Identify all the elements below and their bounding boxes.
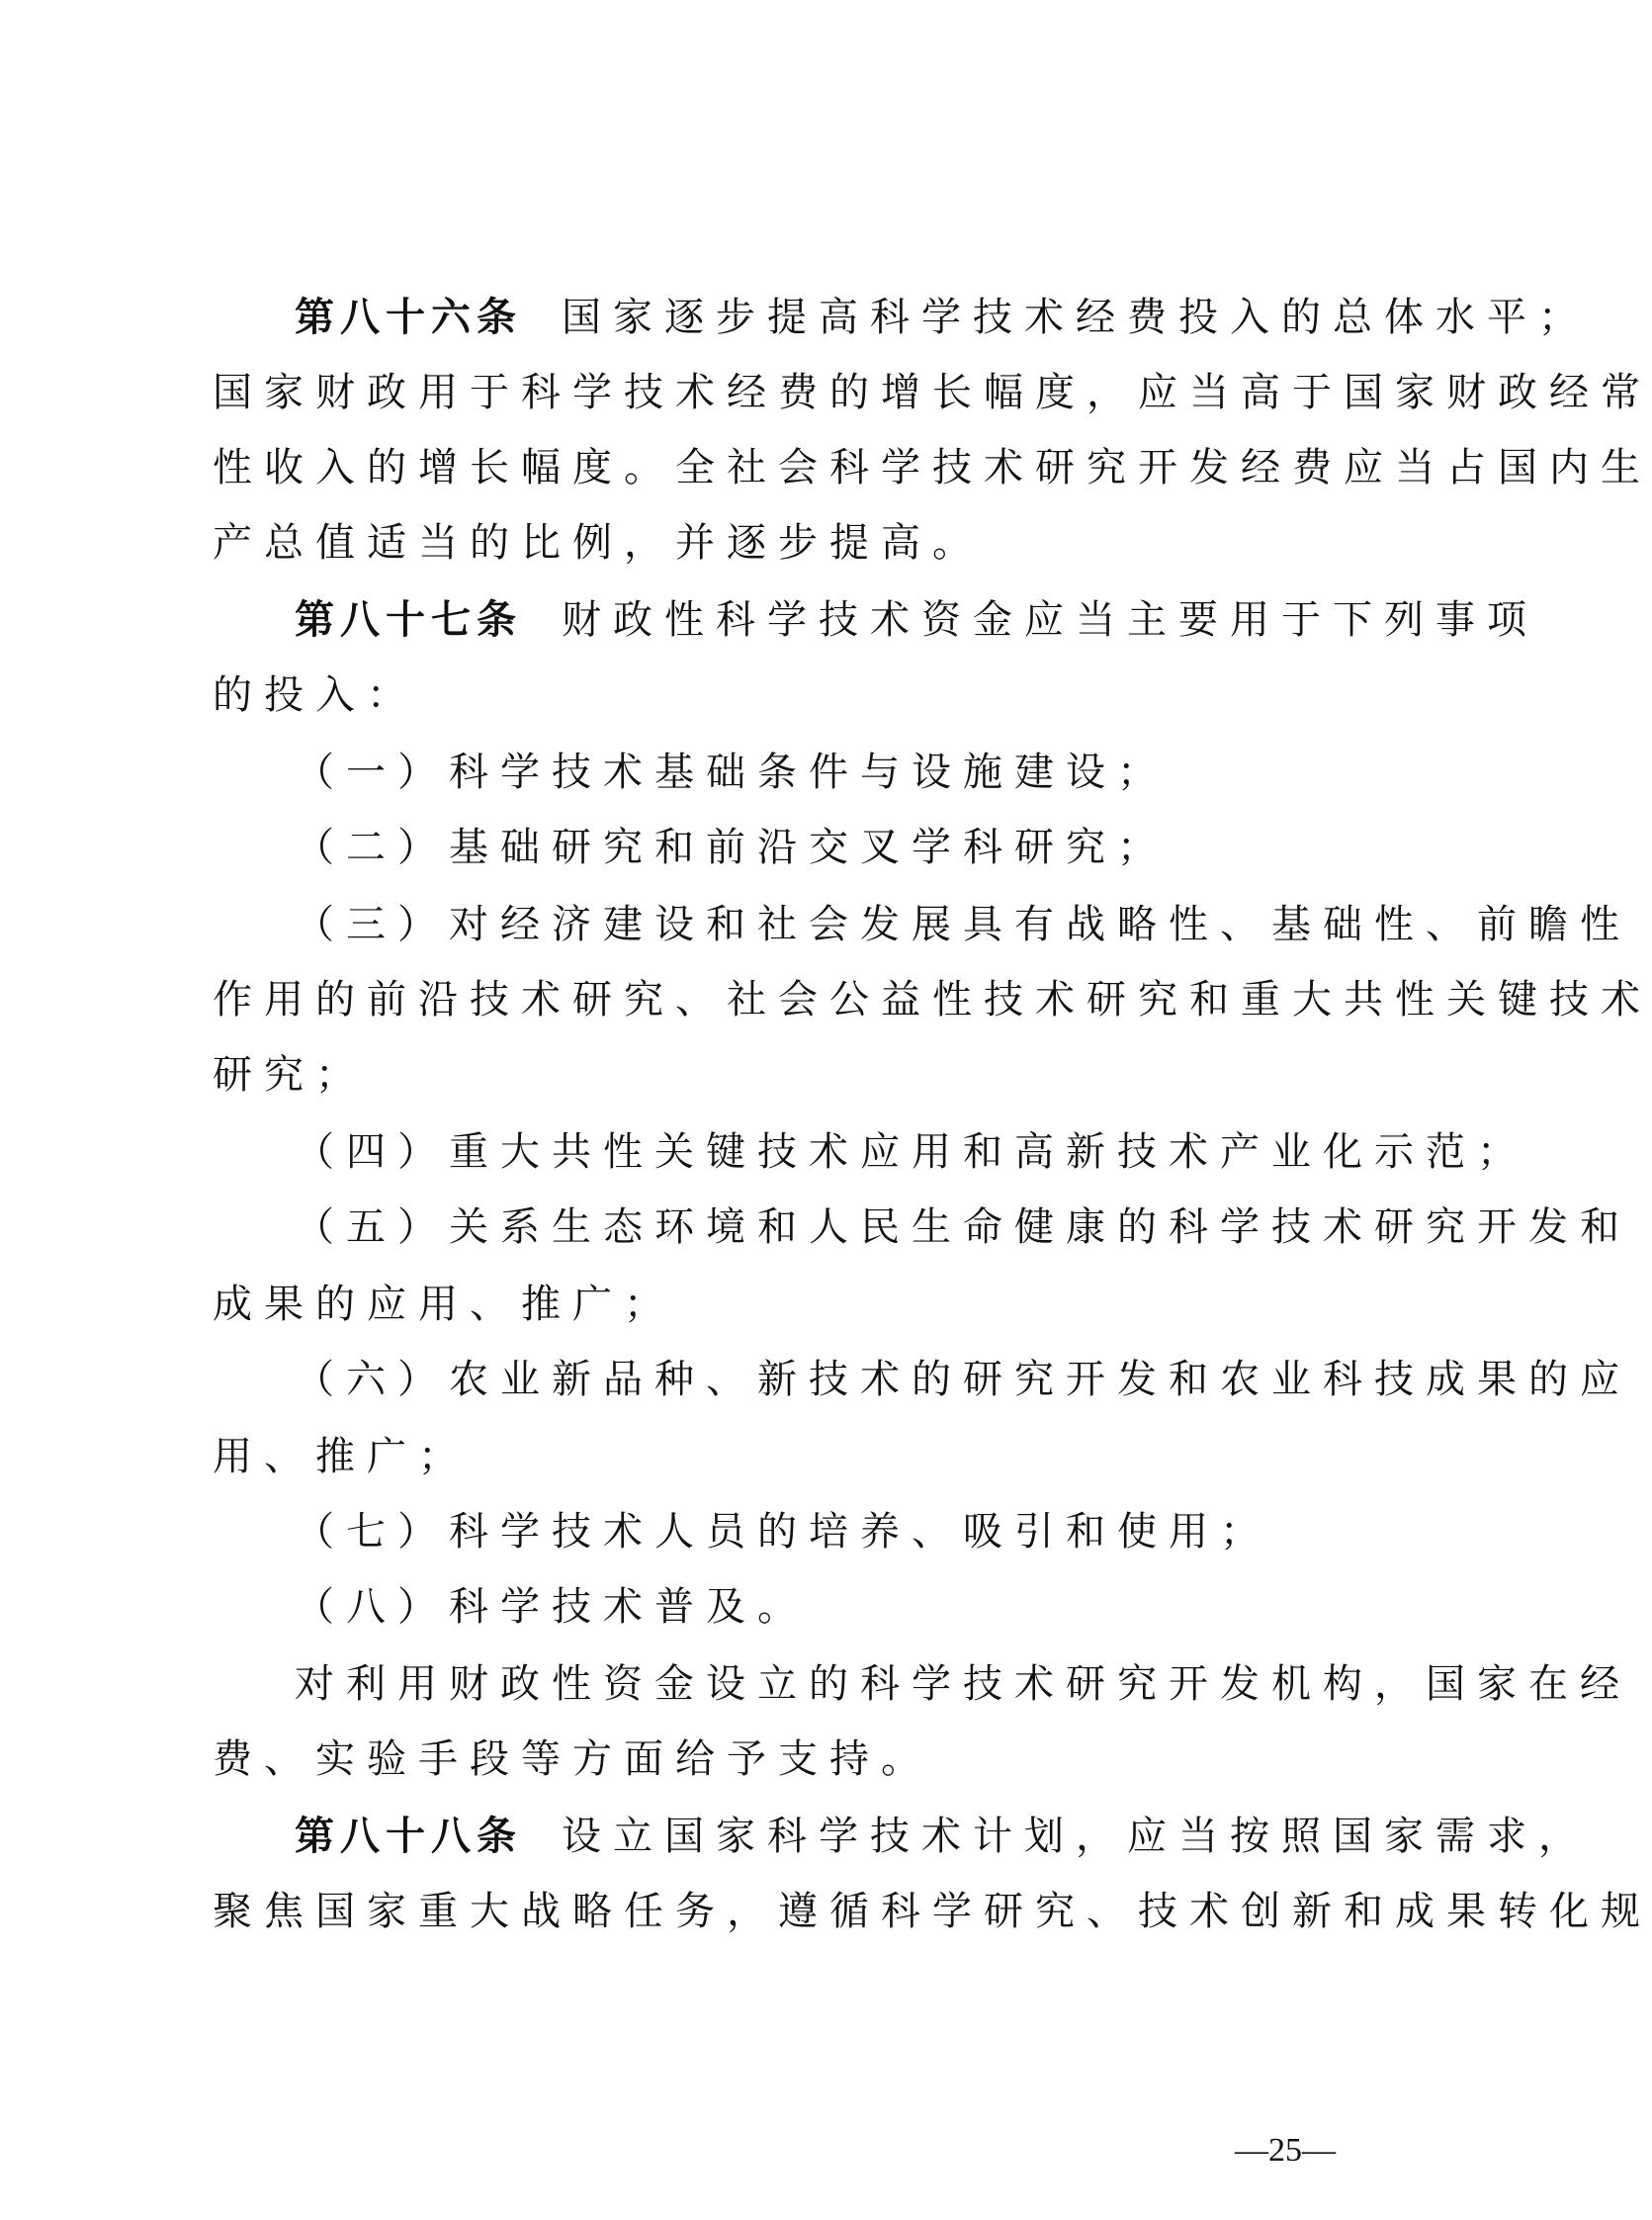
article-87-item-3-line-3: 研究；	[213, 1052, 367, 1098]
article-87-line-2: 的投入：	[213, 672, 418, 718]
article-87-paragraph-line-2: 费、实验手段等方面给予支持。	[213, 1736, 932, 1782]
article-87-item-5: （五）关系生态环境和人民生命健康的科学技术研究开发和	[295, 1204, 1631, 1250]
article-87-paragraph: 对利用财政性资金设立的科学技术研究开发机构，国家在经	[295, 1661, 1631, 1707]
article-87-item-7: （七）科学技术人员的培养、吸引和使用；	[295, 1509, 1271, 1554]
article-87-text: 财政性科学技术资金应当主要用于下列事项	[562, 597, 1538, 643]
article-87-item-3-line-2: 作用的前沿技术研究、社会公益性技术研究和重大共性关键技术	[213, 977, 1652, 1022]
article-87-item-8: （八）科学技术普及。	[295, 1584, 809, 1630]
article-87-item-3: （三）对经济建设和社会发展具有战略性、基础性、前瞻性	[295, 902, 1631, 947]
article-88-text: 设立国家科学技术计划，应当按照国家需求，	[562, 1814, 1590, 1859]
article-86-first-line	[295, 279, 1590, 356]
article-86-line-2: 国家财政用于科学技术经费的增长幅度，应当高于国家财政经常	[213, 370, 1652, 415]
article-87-item-1: （一）科学技术基础条件与设施建设；	[295, 750, 1169, 795]
article-87-item-6-line-2: 用、推广；	[213, 1434, 470, 1479]
article-86-text: 国家逐步提高科学技术经费投入的总体水平；	[562, 295, 1590, 340]
article-87-item-5-line-2: 成果的应用、推广；	[213, 1282, 675, 1327]
article-88-first-line	[295, 1798, 1590, 1875]
article-87-item-4: （四）重大共性关键技术应用和高新技术产业化示范；	[295, 1129, 1528, 1175]
article-87-first-line	[295, 581, 1538, 659]
article-87-label: 第八十七条	[295, 597, 522, 643]
article-86-label: 第八十六条	[295, 295, 522, 340]
article-86-line-4: 产总值适当的比例，并逐步提高。	[213, 520, 984, 566]
article-87-item-2: （二）基础研究和前沿交叉学科研究；	[295, 825, 1169, 870]
page-number: —25—	[1235, 2132, 1336, 2169]
article-88-label: 第八十八条	[295, 1814, 522, 1859]
article-86-line-3: 性收入的增长幅度。全社会科学技术研究开发经费应当占国内生	[213, 445, 1652, 490]
article-88-line-2: 聚焦国家重大战略任务，遵循科学研究、技术创新和成果转化规	[213, 1889, 1652, 1934]
article-87-item-6: （六）农业新品种、新技术的研究开发和农业科技成果的应	[295, 1357, 1631, 1402]
